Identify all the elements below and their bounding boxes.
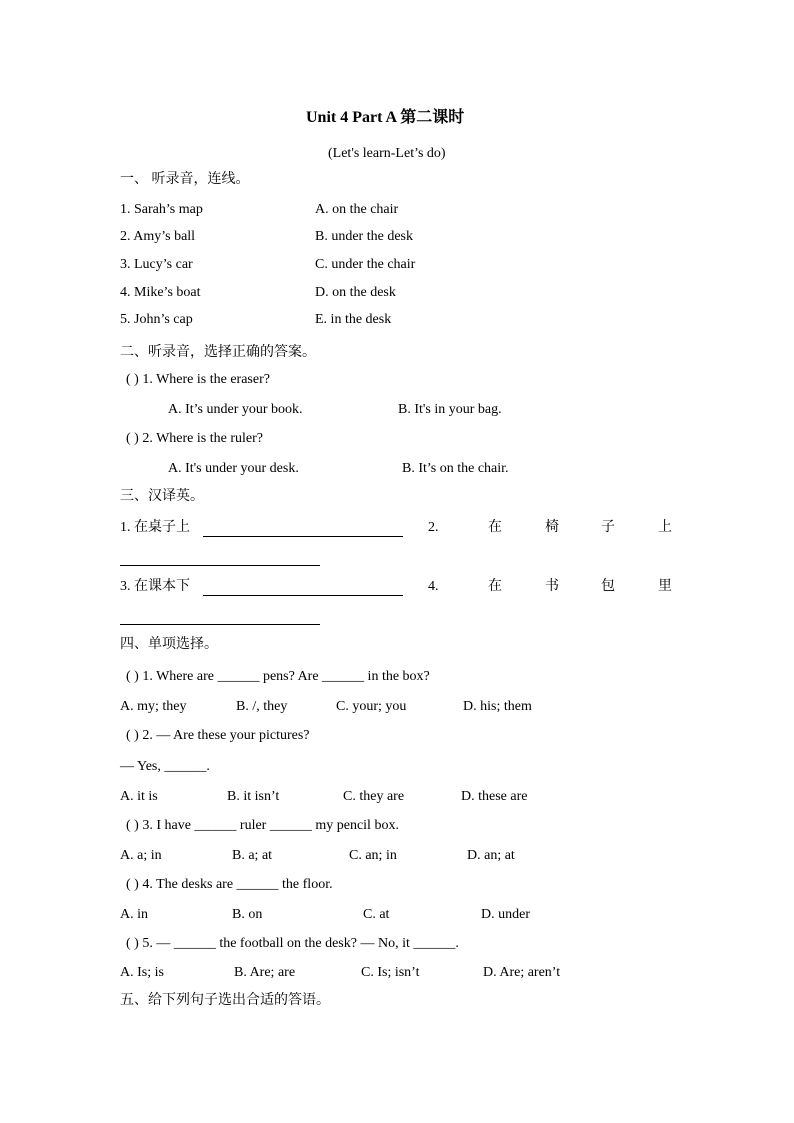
section-5-heading: 五、给下列句子选出合适的答语。 (120, 993, 330, 1008)
section-2-heading: 二、听录音，选择正确的答案。 (120, 345, 316, 360)
choice-question-2: ( ) 2. — Are these your pictures? (126, 728, 310, 743)
q5-option-d: D. Are; aren’t (483, 965, 561, 980)
q1-option-c: C. your; you (336, 699, 407, 714)
q3-option-b: B. a; at (232, 848, 273, 863)
match-left-4: 4. Mike’s boat (120, 285, 201, 300)
listen-q1-option-b: B. It's in your bag. (398, 402, 502, 417)
match-left-5: 5. John’s cap (120, 312, 193, 327)
listen-q2-option-a: A. It's under your desk. (168, 461, 299, 476)
page-title: Unit 4 Part A 第二课时 (306, 109, 465, 126)
q3-option-c: C. an; in (349, 848, 397, 863)
listen-question-2: ( ) 2. Where is the ruler? (126, 431, 263, 446)
translate-item-4-number: 4. (428, 579, 439, 594)
q2-option-c: C. they are (343, 789, 405, 804)
match-right-b: B. under the desk (315, 229, 413, 244)
translate-item-4-char: 里 (658, 579, 672, 594)
q1-option-a: A. my; they (120, 699, 187, 714)
section-4-heading: 四、单项选择。 (120, 637, 218, 652)
answer-line-1[interactable] (203, 536, 403, 537)
translate-item-2-char: 上 (658, 520, 672, 535)
choice-question-5: ( ) 5. — ______ the football on the desk? — No, it ______. (126, 936, 459, 951)
answer-line-2[interactable] (120, 565, 320, 566)
q4-option-d: D. under (481, 907, 530, 922)
translate-item-2-char: 在 (488, 520, 502, 535)
translate-item-4-char: 在 (488, 579, 502, 594)
page-subtitle: (Let's learn-Let’s do) (328, 146, 446, 161)
q4-option-b: B. on (232, 907, 263, 922)
match-left-2: 2. Amy’s ball (120, 229, 196, 244)
q5-option-b: B. Are; are (234, 965, 296, 980)
translate-item-4-char: 包 (601, 579, 615, 594)
match-right-d: D. on the desk (315, 285, 396, 300)
translate-item-3: 3. 在课本下 (120, 579, 190, 594)
translate-item-1: 1. 在桌子上 (120, 520, 190, 535)
listen-q1-option-a: A. It’s under your book. (168, 402, 303, 417)
q3-option-d: D. an; at (467, 848, 515, 863)
section-3-heading: 三、汉译英。 (120, 489, 204, 504)
translate-item-2-char: 子 (601, 520, 615, 535)
match-right-a: A. on the chair (315, 202, 399, 217)
translate-item-4-char: 书 (545, 579, 559, 594)
listen-question-1: ( ) 1. Where is the eraser? (126, 372, 270, 387)
q4-option-a: A. in (120, 907, 148, 922)
q3-option-a: A. a; in (120, 848, 162, 863)
translate-item-2-number: 2. (428, 520, 439, 535)
q4-option-c: C. at (363, 907, 390, 922)
choice-question-3: ( ) 3. I have ______ ruler ______ my pencil box. (126, 818, 399, 833)
q5-option-a: A. Is; is (120, 965, 164, 980)
choice-question-2-reply: — Yes, ______. (120, 759, 210, 774)
q5-option-c: C. Is; isn’t (361, 965, 420, 980)
match-left-3: 3. Lucy’s car (120, 257, 193, 272)
match-right-c: C. under the chair (315, 257, 416, 272)
q2-option-b: B. it isn’t (227, 789, 280, 804)
listen-q2-option-b: B. It’s on the chair. (402, 461, 509, 476)
answer-line-3[interactable] (203, 595, 403, 596)
choice-question-4: ( ) 4. The desks are ______ the floor. (126, 877, 333, 892)
section-1-heading: 一、 听录音，连线。 (120, 172, 250, 187)
answer-line-4[interactable] (120, 624, 320, 625)
q2-option-d: D. these are (461, 789, 528, 804)
q1-option-b: B. /, they (236, 699, 288, 714)
choice-question-1: ( ) 1. Where are ______ pens? Are ______ in the box? (126, 669, 430, 684)
q2-option-a: A. it is (120, 789, 158, 804)
q1-option-d: D. his; them (463, 699, 532, 714)
match-left-1: 1. Sarah’s map (120, 202, 203, 217)
match-right-e: E. in the desk (315, 312, 392, 327)
translate-item-2-char: 椅 (545, 520, 559, 535)
